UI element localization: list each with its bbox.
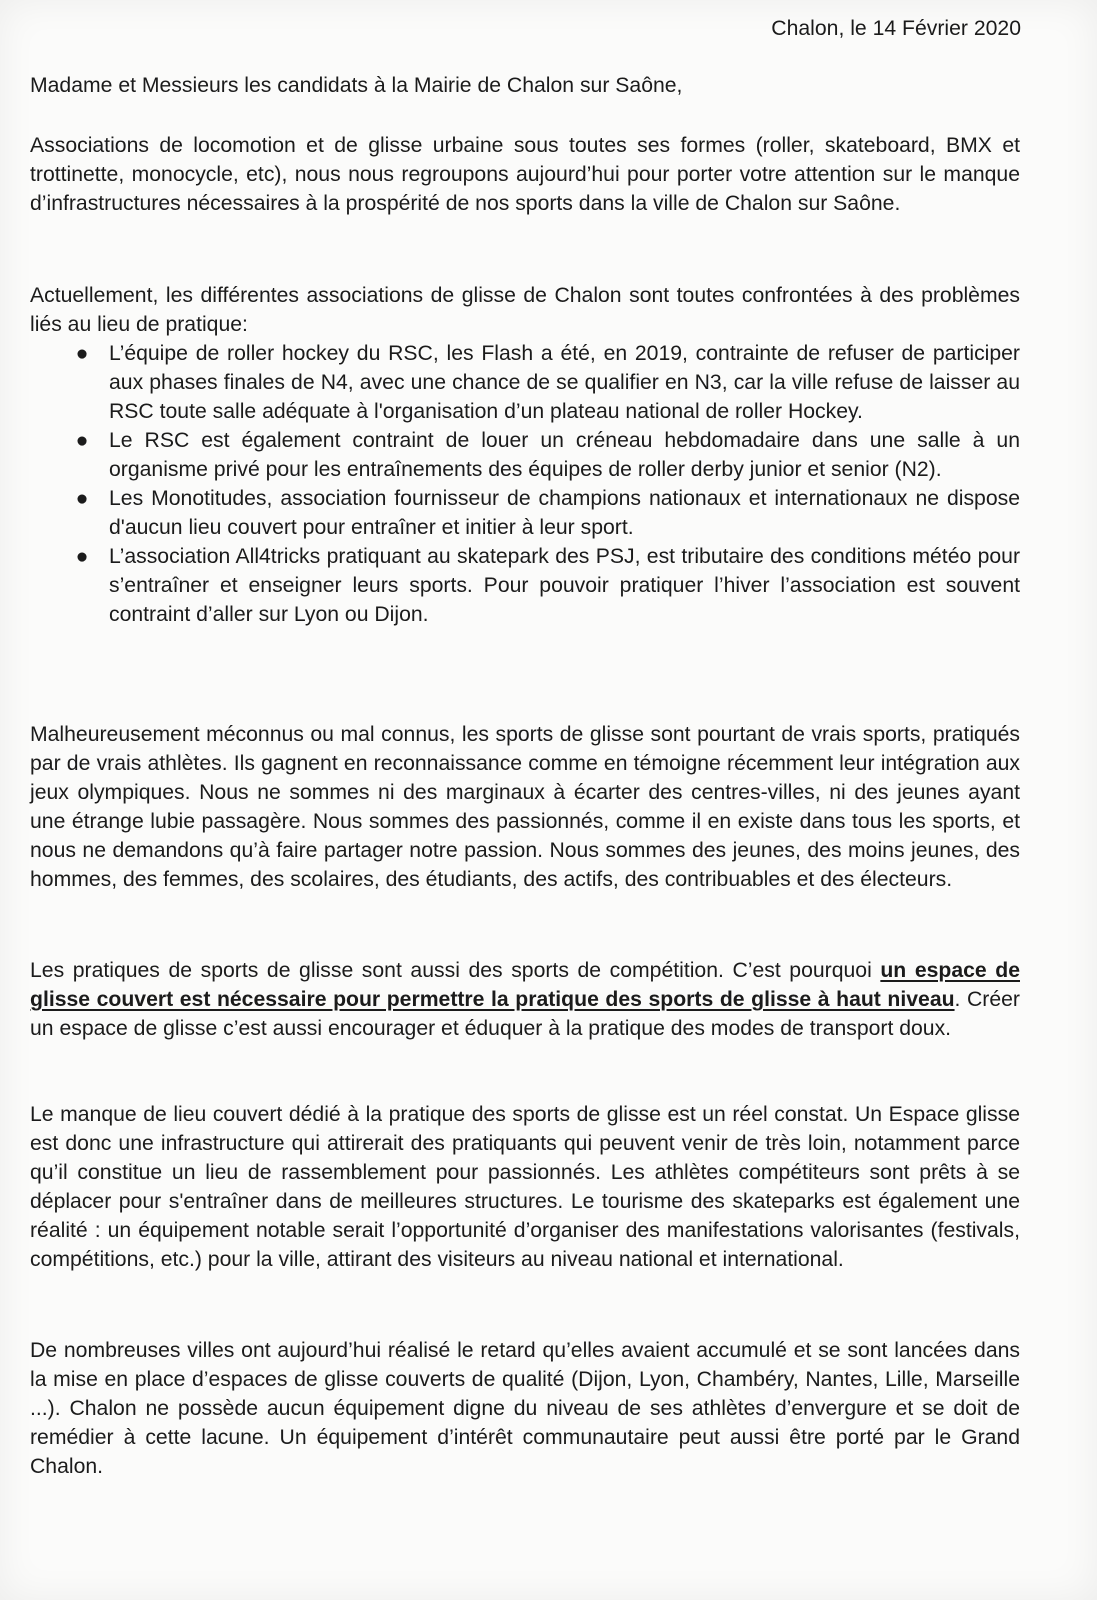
- problem-item-rsc-derby: [30, 426, 1020, 484]
- problems-intro-paragraph: Actuellement, les différentes associations de glisse de Chalon sont toutes confrontées à des problèmes liés au lieu de pratique:: [30, 284, 1020, 336]
- bullet-icon: ●: [75, 342, 89, 365]
- bullet-icon: ●: [75, 429, 89, 452]
- bullet-icon: ●: [75, 487, 89, 510]
- attractiveness-paragraph: Le manque de lieu couvert dédié à la pratique des sports de glisse est un réel constat. Un Espace glisse est donc une infrastructure qui attirerait des pratiquants qui peuvent venir de très loin, notamment parce qu’il constitue un lieu de rassemblement pour passionnés. Les athlètes compétiteurs sont prêts à se déplacer pour s'entraîner dans de meilleures structures. Le tourisme des skateparks est également une réalité : un équipement notable serait l’opportunité d’organiser des manifestations valorisantes (festivals, compétitions, etc.) pour la ville, attirant des visiteurs au niveau national et international.: [30, 1103, 1020, 1271]
- other-cities-paragraph: De nombreuses villes ont aujourd’hui réalisé le retard qu’elles avaient accumulé et se sont lancées dans la mise en place d’espaces de glisse couverts de qualité (Dijon, Lyon, Chambéry, Nantes, Lille, Marseille ...). Chalon ne possède aucun équipement digne du niveau de ses athlètes d’envergure et se doit de remédier à cette lacune. Un équipement d’intérêt communautaire peut aussi être porté par le Grand Chalon.: [30, 1339, 1020, 1478]
- letter-date: Chalon, le 14 Février 2020: [771, 17, 1021, 40]
- competition-paragraph: [30, 956, 1020, 1043]
- problem-item-rsc-hockey: [30, 339, 1020, 426]
- problems-list: [30, 339, 1020, 629]
- problem-text: Les Monotitudes, association fournisseur de champions nationaux et internationaux ne dispose d'aucun lieu couvert pour entraîner et initier à leur sport.: [109, 487, 1020, 539]
- problem-text: L’équipe de roller hockey du RSC, les Flash a été, en 2019, contrainte de refuser de participer aux phases finales de N4, avec une chance de se qualifier en N3, car la ville refuse de laisser au RSC toute salle adéquate à l'organisation d’un plateau national de roller Hockey.: [109, 342, 1020, 423]
- intro-paragraph: Associations de locomotion et de glisse urbaine sous toutes ses formes (roller, skateboard, BMX et trottinette, monocycle, etc), nous nous regroupons aujourd’hui pour porter votre attention sur le manque d’infrastructures nécessaires à la prospérité de nos sports dans la ville de Chalon sur Saône.: [30, 134, 1020, 215]
- bullet-icon: ●: [75, 545, 89, 568]
- competition-text-after: . Créer un espace de glisse c’est aussi encourager et éduquer à la pratique des modes de transport doux.: [30, 988, 1020, 1040]
- competition-emphasis: un espace de glisse couvert est nécessaire pour permettre la pratique des sports de glisse à haut niveau: [30, 959, 1020, 1011]
- problem-item-monotitudes: [30, 484, 1020, 542]
- problem-item-all4tricks: [30, 542, 1020, 629]
- letter-salutation: Madame et Messieurs les candidats à la Mairie de Chalon sur Saône,: [30, 74, 683, 97]
- problem-text: Le RSC est également contraint de louer un créneau hebdomadaire dans une salle à un organisme privé pour les entraînements des équipes de roller derby junior et senior (N2).: [109, 429, 1020, 481]
- problem-text: L’association All4tricks pratiquant au skatepark des PSJ, est tributaire des conditions météo pour s’entraîner et enseigner leurs sports. Pour pouvoir pratiquer l’hiver l’association est souvent contraint d’aller sur Lyon ou Dijon.: [109, 545, 1020, 626]
- athletes-paragraph: Malheureusement méconnus ou mal connus, les sports de glisse sont pourtant de vrais sports, pratiqués par de vrais athlètes. Ils gagnent en reconnaissance comme en témoigne récemment leur intégration aux jeux olympiques. Nous ne sommes ni des marginaux à écarter des centres-villes, ni des jeunes ayant une étrange lubie passagère. Nous sommes des passionnés, comme il en existe dans tous les sports, et nous ne demandons qu’à faire partager notre passion. Nous sommes des jeunes, des moins jeunes, des hommes, des femmes, des scolaires, des étudiants, des actifs, des contribuables et des électeurs.: [30, 723, 1020, 891]
- competition-text-before: Les pratiques de sports de glisse sont aussi des sports de compétition. C’est pourquoi: [30, 959, 881, 982]
